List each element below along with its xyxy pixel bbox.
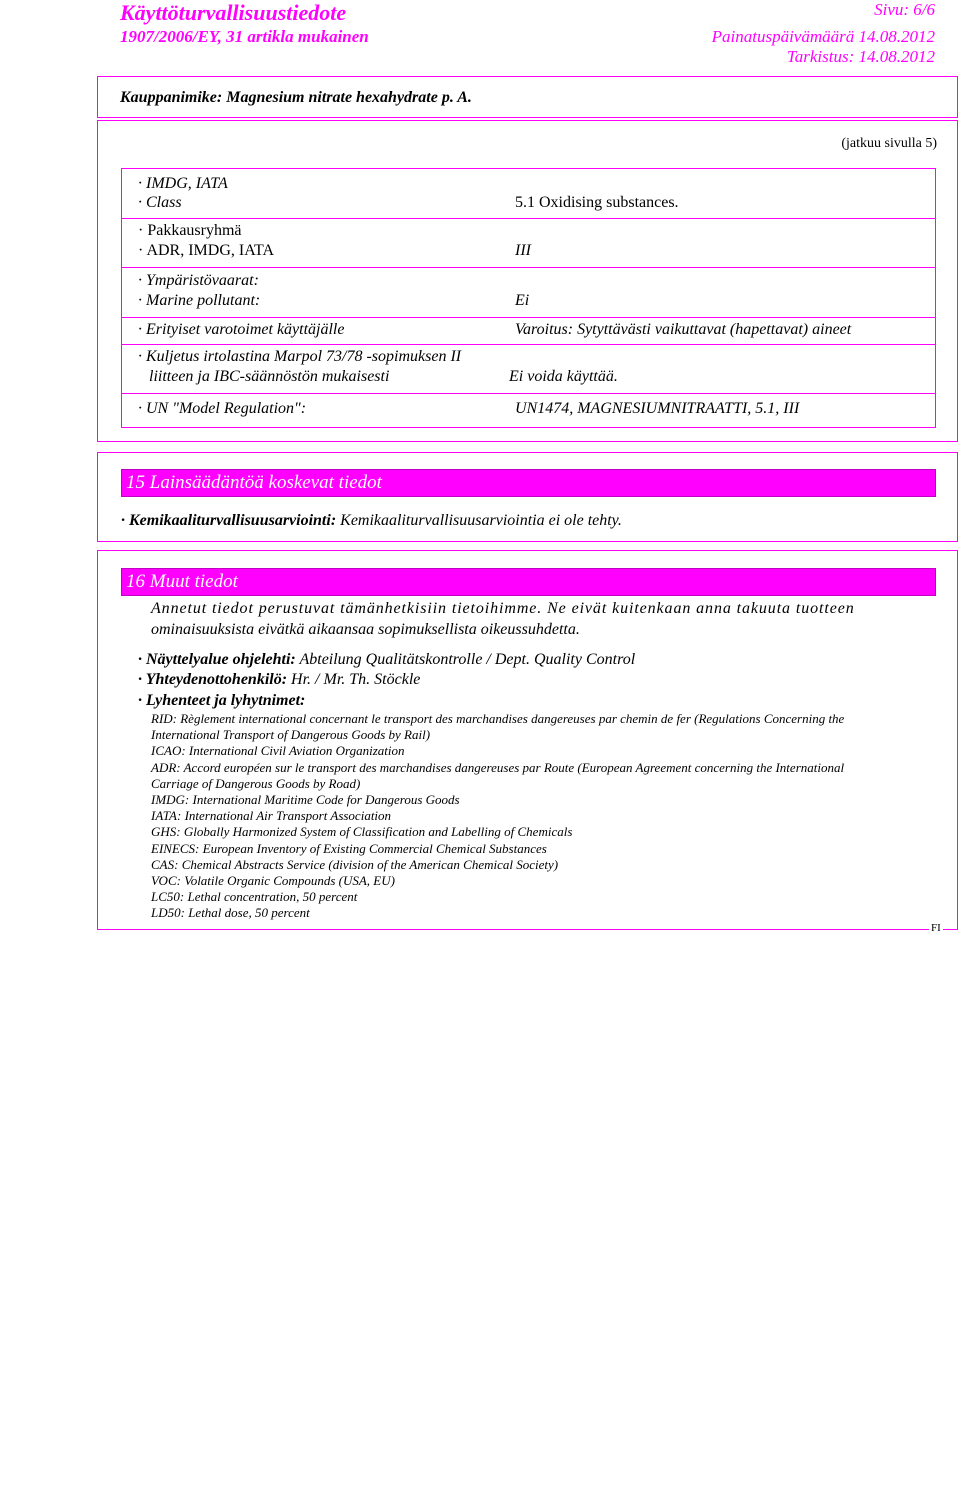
abbreviation-list [151, 711, 941, 922]
list-item: LD50: Lethal dose, 50 percent [151, 905, 310, 921]
bulk-transport-value: Ei voida käyttää. [509, 368, 618, 385]
revision-date: Tarkistus: 14.08.2012 [786, 47, 935, 66]
dept-line [138, 651, 635, 669]
list-item: IMDG: International Maritime Code for Dangerous Goods [151, 792, 460, 808]
section-15-title: 15 Lainsäädäntöä koskevat tiedot [121, 469, 936, 497]
dept-value: Abteilung Qualitätskontrolle / Dept. Quality Control [299, 651, 636, 668]
contact-label: · Yhteydenottohenkilö: [138, 671, 288, 688]
disclaimer-line-2: ominaisuuksista eivätkä aikaansaa sopimuksellista oikeussuhdetta. [151, 621, 580, 638]
env-hazards-label: · Ympäristövaarat: [138, 272, 259, 289]
table-row [122, 318, 935, 345]
print-date: Painatuspäivämäärä 14.08.2012 [711, 27, 935, 46]
un-model-value: UN1474, MAGNESIUMNITRAATTI, 5.1, III [515, 400, 800, 417]
disclaimer-line-1: Annetut tiedot perustuvat tämänhetkisiin tietoihimme. Ne eivät kuitenkaan anna takuuta tuotteen [151, 600, 855, 617]
section-16-title: 16 Muut tiedot [121, 568, 936, 596]
list-item: LC50: Lethal concentration, 50 percent [151, 889, 358, 905]
contact-line [138, 671, 420, 689]
list-item: GHS: Globally Harmonized System of Classification and Labelling of Chemicals [151, 824, 573, 840]
special-precautions-label: · Erityiset varotoimet käyttäjälle [138, 321, 345, 338]
table-row [122, 268, 935, 318]
transport-table [121, 168, 936, 428]
section-16-box [97, 550, 958, 930]
class-value: 5.1 Oxidising substances. [515, 194, 679, 211]
imdg-iata-label: · IMDG, IATA [138, 175, 228, 192]
continued-note: (jatkuu sivulla 5) [841, 136, 937, 151]
class-label: · Class [138, 194, 182, 211]
table-row [122, 219, 935, 268]
list-item: International Transport of Dangerous Goods by Rail) [151, 727, 431, 743]
special-precautions-value: Varoitus: Sytyttävästi vaikuttavat (hapettavat) aineet [515, 321, 852, 338]
bulk-transport-label-cont: liitteen ja IBC-säännöstön mukaisesti [149, 368, 390, 385]
regulation-reference: 1907/2006/EY, 31 artikla mukainen [120, 27, 369, 46]
un-model-label: · UN "Model Regulation": [138, 400, 307, 417]
document-title: Käyttöturvallisuustiedote [120, 0, 347, 25]
list-item: EINECS: European Inventory of Existing Commercial Chemical Substances [151, 840, 547, 856]
trade-name: Kauppanimike: Magnesium nitrate hexahydrate p. A. [120, 89, 472, 106]
marine-pollutant-value: Ei [515, 292, 530, 309]
list-item: ADR: Accord européen sur le transport des marchandises dangereuses par Route (European Agreement concerning the International [151, 759, 845, 775]
table-row [122, 345, 935, 394]
trade-name-box [97, 76, 958, 118]
list-item: IATA: International Air Transport Association [151, 808, 392, 824]
packing-group-value: III [515, 242, 531, 259]
packing-group-label: · Pakkausryhmä [138, 222, 242, 239]
csa-line [121, 512, 622, 530]
language-code: FI [931, 922, 941, 934]
contact-value: Hr. / Mr. Th. Stöckle [291, 671, 421, 688]
list-item: RID: Règlement international concernant le transport des marchandises dangereuses par chemin de fer (Regulations Concerning the [151, 711, 845, 726]
list-item: CAS: Chemical Abstracts Service (division of the American Chemical Society) [151, 856, 559, 872]
csa-value: Kemikaaliturvallisuusarviointia ei ole tehty. [340, 512, 622, 529]
list-item: VOC: Volatile Organic Compounds (USA, EU) [151, 873, 395, 889]
list-item: Carriage of Dangerous Goods by Road) [151, 775, 361, 791]
section-15-box [97, 452, 958, 542]
list-item: ICAO: International Civil Aviation Organization [151, 743, 405, 759]
page-number: Sivu: 6/6 [874, 0, 935, 19]
abbr-label: · Lyhenteet ja lyhytnimet: [138, 692, 306, 709]
packing-adr-label: · ADR, IMDG, IATA [138, 242, 275, 259]
table-row [122, 394, 935, 428]
marine-pollutant-label: · Marine pollutant: [138, 292, 261, 309]
csa-label: · Kemikaaliturvallisuusarviointi: [121, 512, 337, 529]
bulk-transport-label: · Kuljetus irtolastina Marpol 73/78 -sopimuksen II [138, 348, 462, 365]
dept-label: · Näyttelyalue ohjelehti: [138, 651, 296, 668]
table-row [122, 169, 935, 219]
transport-section-box [97, 120, 958, 442]
